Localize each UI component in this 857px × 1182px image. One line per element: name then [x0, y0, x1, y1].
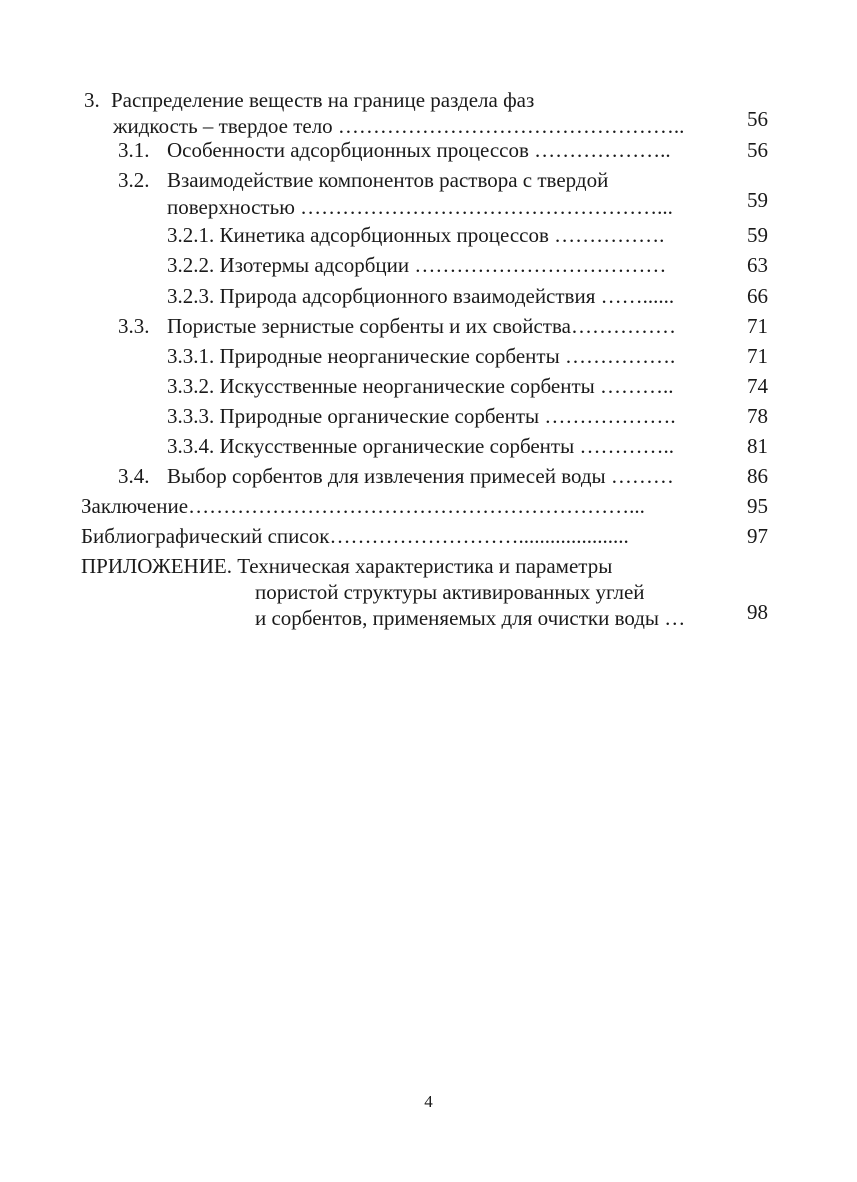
entry-title: Искусственные неорганические сорбенты [219, 374, 595, 398]
entry-title: Распределение веществ на границе раздела фаз [111, 88, 535, 112]
entry-title: Особенности адсорбционных процессов [167, 138, 529, 162]
page-number-conclusion: 95 [747, 494, 768, 518]
leader-dots: ……………………………………………... [300, 195, 673, 219]
leader-dots: ……...... [600, 284, 675, 308]
toc-entry-appendix-line2 [255, 579, 645, 605]
entry-number: 3.2.3. [167, 284, 215, 308]
toc-entry-3-line2 [113, 113, 684, 139]
entry-title: Выбор сорбентов для извлечения примесей воды [167, 464, 606, 488]
entry-number: 3.1. [118, 138, 150, 162]
leader-dots: … [664, 606, 686, 630]
page-number-3-3-1: 71 [747, 344, 768, 368]
page-number-bibliography: 97 [747, 524, 768, 548]
toc-entry-3-1 [118, 137, 671, 163]
toc-entry-3-4 [118, 463, 674, 489]
toc-entry-conclusion [81, 493, 645, 519]
leader-dots: ………….. [579, 434, 674, 458]
entry-number: 3.3.3. [167, 404, 215, 428]
toc-entry-3-3-2 [167, 373, 674, 399]
entry-title-cont: пористой структуры активированных углей [255, 580, 645, 604]
entry-number: 3.4. [118, 464, 150, 488]
page-number-3-3-3: 78 [747, 404, 768, 428]
entry-number: 3.2.2. [167, 253, 215, 277]
entry-title: Техническая характеристика и параметры [237, 554, 613, 578]
toc-entry-3-line1 [84, 87, 534, 113]
toc-entry-3-2-line1 [118, 167, 609, 193]
entry-title: Кинетика адсорбционных процессов [219, 223, 549, 247]
leader-dots: …………… [570, 314, 676, 338]
entry-number: 3.3.4. [167, 434, 215, 458]
toc-entry-appendix-line3 [255, 605, 685, 631]
entry-title-cont: и сорбентов, применяемых для очистки воды [255, 606, 660, 630]
leader-dots: ……… [610, 464, 674, 488]
page-number-3-2-2: 63 [747, 253, 768, 277]
entry-number: 3.3.2. [167, 374, 215, 398]
toc-entry-3-3-4 [167, 433, 674, 459]
leader-dots: ……………. [564, 344, 676, 368]
page-number-appendix: 98 [747, 600, 768, 624]
leader-dots: ………………………………………………………... [188, 494, 645, 518]
page-number-3-3: 71 [747, 314, 768, 338]
entry-number: 3.3.1. [167, 344, 215, 368]
leader-dots: ……………….. [534, 138, 671, 162]
entry-title-cont: поверхностью [167, 195, 295, 219]
leader-dots: ……….. [600, 374, 674, 398]
entry-number: 3. [84, 88, 100, 112]
page-number-3-3-2: 74 [747, 374, 768, 398]
entry-title: Природа адсорбционного взаимодействия [219, 284, 596, 308]
toc-entry-3-3 [118, 313, 676, 339]
footer-page-number: 4 [424, 1092, 433, 1111]
entry-title: Природные органические сорбенты [219, 404, 540, 428]
entry-title-cont: жидкость – твердое тело [113, 114, 333, 138]
toc-entry-3-2-3 [167, 283, 674, 309]
leader-dots: ………………. [544, 404, 676, 428]
page-number-3-2: 59 [747, 188, 768, 212]
toc-entry-3-2-1 [167, 222, 664, 248]
toc-entry-3-2-line2 [167, 194, 673, 220]
toc-entry-3-3-1 [167, 343, 675, 369]
entry-number: 3.2. [118, 168, 150, 192]
entry-title: Природные неорганические сорбенты [219, 344, 560, 368]
toc-entry-bibliography [81, 523, 629, 549]
entry-title: Заключение [81, 494, 189, 518]
toc-entry-appendix-line1 [81, 553, 612, 579]
page-number-3-4: 86 [747, 464, 768, 488]
toc-entry-3-3-3 [167, 403, 676, 429]
page-number-3-3-4: 81 [747, 434, 768, 458]
entry-number: 3.2.1. [167, 223, 215, 247]
leader-dots: ……………………………… [414, 253, 667, 277]
entry-title: Изотермы адсорбции [219, 253, 410, 277]
appendix-label: ПРИЛОЖЕНИЕ. [81, 554, 232, 578]
entry-number: 3.3. [118, 314, 150, 338]
page-number-3-2-3: 66 [747, 284, 768, 308]
toc-entry-3-2-2 [167, 252, 666, 278]
entry-title: Искусственные органические сорбенты [219, 434, 575, 458]
entry-title: Пористые зернистые сорбенты и их свойства [167, 314, 571, 338]
leader-dots: ………………………………………….. [337, 114, 685, 138]
leader-dots: ……………. [554, 223, 665, 247]
page-number-3-2-1: 59 [747, 223, 768, 247]
leader-dots: ………………………..................... [329, 524, 629, 548]
entry-title: Взаимодействие компонентов раствора с твердой [167, 168, 609, 192]
page-number-3: 56 [747, 107, 768, 131]
page-number-3-1: 56 [747, 138, 768, 162]
entry-title: Библиографический список [81, 524, 330, 548]
